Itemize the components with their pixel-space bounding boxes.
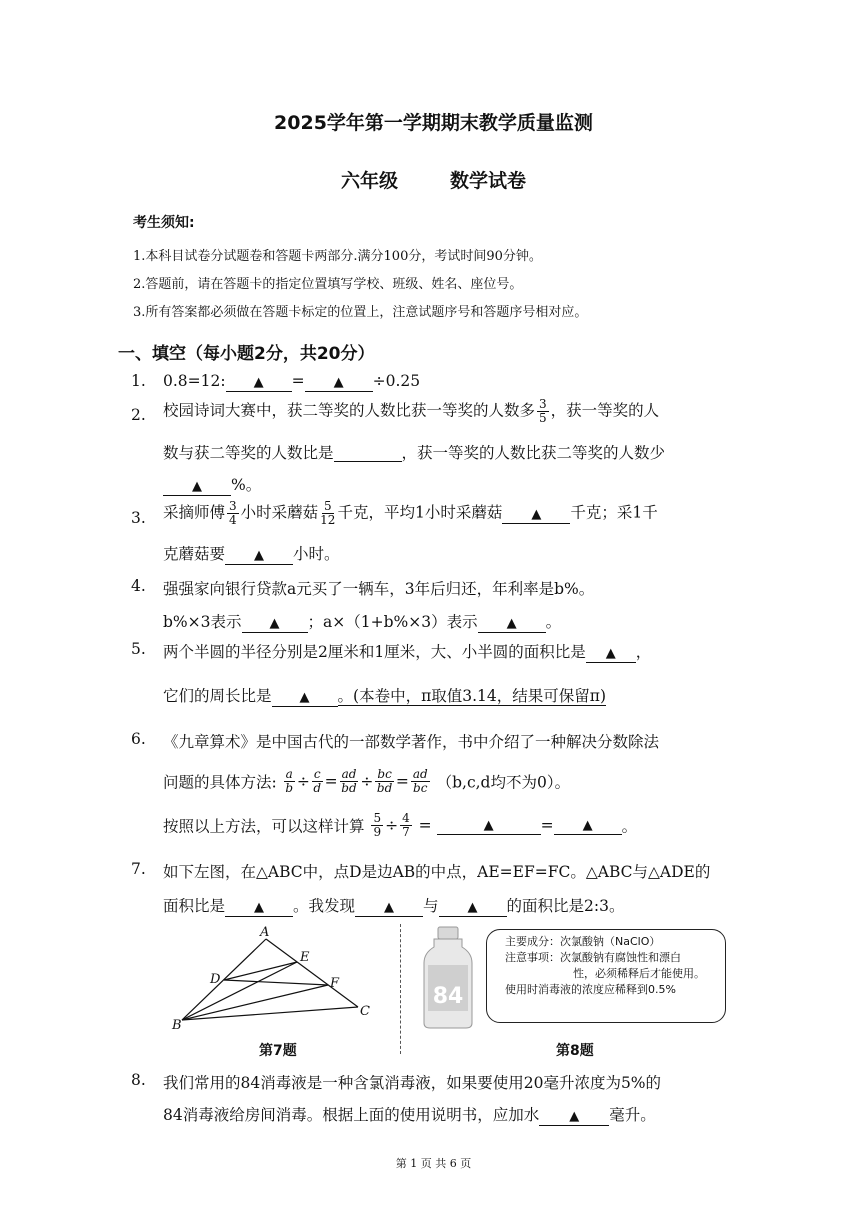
q6-frac-a-b: $\frac{a}{b}$	[285, 767, 294, 795]
q6-blank-1	[437, 816, 541, 835]
blank-marker: ▲	[299, 690, 310, 705]
q7-line-1: 如下左图，在△ABC中，点D是边AB的中点，AE=EF=FC。△ABC与△ADE的	[163, 863, 711, 881]
q2-text: 校园诗词大赛中，获二等奖的人数比获一等奖的人数多	[163, 401, 536, 420]
q7-blank-3	[439, 898, 507, 917]
q4-line-1: 强强家向银行贷款a元买了一辆车，3年后归还，年利率是b%。	[163, 580, 595, 598]
q3-number: 3.	[131, 509, 146, 527]
q6-blank-2	[554, 816, 622, 835]
q6-frac-4-7: $\frac{4}{7}$	[402, 811, 410, 839]
exam-subtitle	[0, 166, 867, 193]
q6-number: 6.	[131, 730, 146, 748]
exam-title: 2025学年第一学期期末教学质量监测	[274, 112, 593, 134]
q6-line-1: 《九章算术》是中国古代的一部数学著作，书中介绍了一种解决分数除法	[163, 733, 660, 751]
q8-number: 8.	[131, 1071, 146, 1089]
q2-blank-2	[163, 477, 231, 496]
q3-fraction-2: $\frac{5}{12}$	[320, 499, 336, 527]
q8-line-2: 84消毒液给房间消毒。根据上面的使用说明书，应加水 ▲ 毫升。	[163, 1106, 656, 1124]
blank-marker: ▲	[569, 1109, 580, 1124]
q3-line-1: 采摘师傅 $\frac{3}{4}$ 小时采蘑菇 $\frac{5}{12}$ 千克，平均1小时采蘑菇 ▲ 千克；采1千	[163, 499, 658, 527]
blank-marker: ▲	[384, 900, 395, 915]
usage-instructions-box	[486, 929, 726, 1023]
blank-marker: ▲	[269, 616, 280, 631]
info-line-4: 使用时消毒液的浓度应稀释到0.5%	[505, 983, 676, 996]
q1-blank-2	[305, 373, 373, 392]
blank-marker: ▲	[467, 900, 478, 915]
q1-text-c: ÷0.25	[372, 372, 421, 390]
q8-blank-1	[539, 1107, 609, 1126]
q2-number: 2.	[131, 406, 146, 424]
q6-frac-c-d: $\frac{c}{d}$	[313, 767, 322, 795]
q5-number: 5.	[131, 640, 146, 658]
blank-marker: ▲	[605, 646, 616, 661]
blank-marker: ▲	[531, 506, 542, 522]
label-F: F	[330, 976, 340, 991]
label-E: E	[300, 950, 310, 965]
subject-label: 数学试卷	[450, 170, 527, 192]
q1-text-b: =	[291, 372, 305, 390]
q3-fraction-1: $\frac{3}{4}$	[229, 499, 237, 527]
label-D: D	[210, 972, 221, 987]
blank-marker: ▲	[192, 479, 202, 494]
blank-marker: ▲	[582, 818, 593, 833]
q5-line-1: 两个半圆的半径分别是2厘米和1厘米，大、小半圆的面积比是 ▲ ，	[163, 643, 652, 661]
notice-item-3: 3.所有答案都必须做在答题卡标定的位置上，注意试题序号和答题序号相对应。	[133, 305, 588, 320]
figure-divider	[400, 924, 401, 1054]
label-A: A	[260, 925, 270, 940]
q1-line	[163, 372, 420, 392]
info-line-3: 性，必须稀释后才能使用。	[573, 967, 705, 980]
q4-line-2: b%×3表示 ▲ ；a×（1+b%×3）表示 ▲ 。	[163, 613, 562, 631]
q1-blank-1	[226, 373, 292, 392]
q3-blank-1	[502, 505, 570, 524]
q8-line-1: 我们常用的84消毒液是一种含氯消毒液，如果要使用20毫升浓度为5%的	[163, 1074, 662, 1092]
q6-line-2: 问题的具体方法: $\frac{a}{b}$ ÷ $\frac{c}{d}$ = $\frac{ad}{bd}$ ÷ $\frac{bc}{bd}$ = $\frac{ad}{bc}$ （b,c,d均不为0）。	[163, 767, 571, 795]
blank-marker: ▲	[333, 375, 344, 390]
blank-marker: ▲	[254, 548, 265, 563]
info-line-1: 主要成分：次氯酸钠（NaClO）	[505, 935, 661, 948]
disinfectant-bottle-icon	[420, 925, 476, 1030]
figure-7-triangle	[160, 925, 380, 1035]
q5-line-2: 它们的周长比是 ▲ 。(本卷中，π取值3.14，结果可保留π)	[163, 687, 606, 705]
notice-item-2: 2.答题前，请在答题卡的指定位置填写学校、班级、姓名、座位号。	[133, 277, 523, 292]
q2-line-1	[163, 398, 659, 425]
q4-blank-2	[478, 614, 546, 633]
blank-marker: ▲	[483, 818, 494, 833]
blank-marker: ▲	[506, 616, 517, 631]
q7-blank-1	[225, 898, 293, 917]
q6-frac-5-9: $\frac{5}{9}$	[373, 811, 382, 839]
grade-label: 六年级	[340, 170, 398, 192]
notice-item-1: 1.本科目试卷分试题卷和答题卡两部分.满分100分，考试时间90分钟。	[133, 249, 542, 264]
page-footer: 第 1 页 共 6 页	[395, 1157, 472, 1170]
q6-frac-ad-bc: $\frac{ad}{bc}$	[412, 767, 428, 795]
q1-text-a: 0.8=12:	[163, 372, 226, 390]
q4-blank-1	[242, 614, 308, 633]
label-C: C	[360, 1004, 370, 1019]
bottle-label-84: 84	[432, 984, 464, 1009]
q7-blank-2	[355, 898, 423, 917]
q2-text-b: ，获一等奖的人	[550, 401, 660, 420]
q3-line-2: 克蘑菇要 ▲ 小时。	[163, 545, 340, 563]
q5-blank-1	[586, 644, 636, 663]
q6-frac-bc-bd: $\frac{bc}{bd}$	[376, 767, 393, 795]
q2-blank-1	[334, 445, 402, 462]
q5-blank-2	[272, 688, 338, 707]
blank-marker: ▲	[253, 375, 264, 390]
q1-number: 1.	[131, 372, 146, 390]
section-heading: 一、填空（每小题2分，共20分）	[118, 344, 375, 364]
label-B: B	[172, 1018, 182, 1033]
q3-blank-2	[225, 546, 293, 565]
blank-marker: ▲	[254, 900, 265, 915]
q2-line-2: 数与获二等奖的人数比是 ，获一等奖的人数比获二等奖的人数少	[163, 444, 666, 462]
q7-line-2: 面积比是 ▲ 。我发现 ▲ 与 ▲ 的面积比是2:3。	[163, 897, 625, 915]
q6-line-3: 按照以上方法，可以这样计算 $\frac{5}{9}$ ÷ $\frac{4}{7}$ = ▲ = ▲ 。	[163, 811, 638, 839]
info-line-2: 注意事项：次氯酸钠有腐蚀性和漂白	[505, 951, 681, 964]
q6-frac-ad-bd: $\frac{ad}{bd}$	[341, 767, 357, 795]
q2-line-3: ▲ %。	[163, 473, 261, 496]
notice-heading: 考生须知:	[133, 215, 195, 231]
figure-7-caption: 第7题	[259, 1043, 297, 1059]
figure-8-caption: 第8题	[556, 1043, 594, 1059]
q4-number: 4.	[131, 577, 146, 595]
q2-fraction: $\frac{3}{5}$	[539, 397, 547, 425]
q7-number: 7.	[131, 860, 146, 878]
